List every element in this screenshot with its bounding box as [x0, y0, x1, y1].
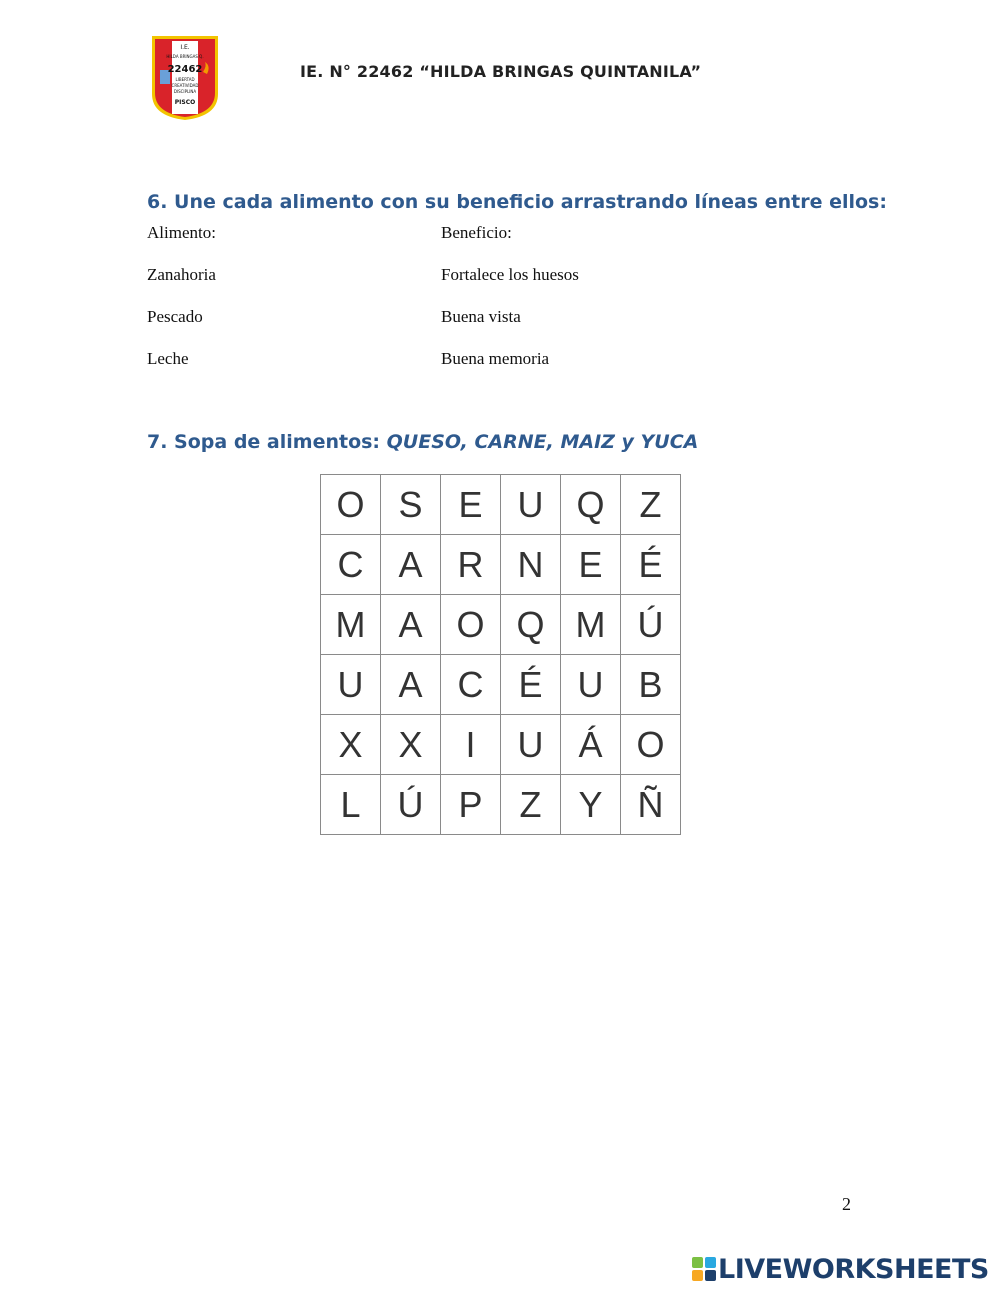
page-number: 2: [842, 1194, 851, 1214]
grid-cell[interactable]: É: [621, 535, 681, 595]
grid-cell[interactable]: Á: [561, 715, 621, 775]
match-row: [147, 265, 747, 287]
school-title: IE. N° 22462 “HILDA BRINGAS QUINTANILA”: [300, 62, 702, 81]
grid-cell[interactable]: A: [381, 535, 441, 595]
match-header-row: [147, 223, 747, 245]
grid-cell[interactable]: U: [501, 715, 561, 775]
grid-cell[interactable]: Q: [501, 595, 561, 655]
grid-cell[interactable]: Z: [621, 475, 681, 535]
grid-cell[interactable]: S: [381, 475, 441, 535]
food-item-leche[interactable]: Leche: [147, 349, 189, 368]
match-row: [147, 349, 747, 371]
question-6-heading: 6. Une cada alimento con su beneficio arrastrando líneas entre ellos:: [147, 191, 887, 213]
grid-cell[interactable]: A: [381, 595, 441, 655]
grid-cell[interactable]: B: [621, 655, 681, 715]
grid-cell[interactable]: Ú: [381, 775, 441, 835]
logo-arc-text: HILDA BRINGAS Q.: [166, 54, 204, 59]
liveworksheets-logo: [692, 1253, 989, 1285]
question-7-heading-prefix: 7. Sopa de alimentos:: [147, 431, 387, 453]
word-search-grid: [320, 474, 681, 835]
grid-cell[interactable]: X: [321, 715, 381, 775]
grid-cell[interactable]: C: [321, 535, 381, 595]
benefit-column-header: Beneficio:: [441, 223, 512, 242]
grid-cell[interactable]: A: [381, 655, 441, 715]
food-item-zanahoria[interactable]: Zanahoria: [147, 265, 216, 284]
grid-cell[interactable]: N: [501, 535, 561, 595]
grid-cell[interactable]: Z: [501, 775, 561, 835]
question-7-heading: [147, 431, 698, 453]
grid-cell[interactable]: Q: [561, 475, 621, 535]
liveworksheets-brand: LIVEWORKSHEETS: [718, 1253, 989, 1285]
grid-cell[interactable]: O: [441, 595, 501, 655]
food-column-header: Alimento:: [147, 223, 216, 242]
logo-motto-2: CREATIVIDAD: [171, 83, 199, 88]
question-7-word-list: QUESO, CARNE, MAIZ y YUCA: [386, 431, 699, 453]
liveworksheets-blocks-icon: [692, 1257, 716, 1281]
grid-cell[interactable]: C: [441, 655, 501, 715]
grid-cell[interactable]: Ñ: [621, 775, 681, 835]
grid-row: [321, 775, 681, 835]
food-item-pescado[interactable]: Pescado: [147, 307, 203, 326]
grid-cell[interactable]: Y: [561, 775, 621, 835]
logo-top-text: I.E.: [180, 44, 190, 51]
grid-cell[interactable]: E: [441, 475, 501, 535]
grid-row: [321, 595, 681, 655]
grid-cell[interactable]: Ú: [621, 595, 681, 655]
grid-row: [321, 475, 681, 535]
grid-cell[interactable]: M: [561, 595, 621, 655]
grid-cell[interactable]: É: [501, 655, 561, 715]
logo-motto-1: LIBERTAD: [175, 77, 195, 82]
grid-row: [321, 715, 681, 775]
grid-row: [321, 655, 681, 715]
benefit-item-huesos[interactable]: Fortalece los huesos: [441, 265, 579, 284]
logo-city: PISCO: [174, 99, 196, 106]
grid-cell[interactable]: X: [381, 715, 441, 775]
logo-motto-3: DISCIPLINA: [173, 89, 197, 94]
grid-cell[interactable]: O: [321, 475, 381, 535]
grid-cell[interactable]: O: [621, 715, 681, 775]
grid-cell[interactable]: R: [441, 535, 501, 595]
grid-cell[interactable]: E: [561, 535, 621, 595]
grid-cell[interactable]: M: [321, 595, 381, 655]
grid-cell[interactable]: U: [501, 475, 561, 535]
grid-cell[interactable]: P: [441, 775, 501, 835]
benefit-item-memoria[interactable]: Buena memoria: [441, 349, 550, 368]
grid-cell[interactable]: U: [561, 655, 621, 715]
logo-number: 22462: [167, 64, 203, 75]
grid-cell[interactable]: L: [321, 775, 381, 835]
grid-cell[interactable]: U: [321, 655, 381, 715]
match-row: [147, 307, 747, 329]
benefit-item-vista[interactable]: Buena vista: [441, 307, 521, 326]
school-shield-logo: [148, 32, 222, 122]
grid-cell[interactable]: I: [441, 715, 501, 775]
grid-row: [321, 535, 681, 595]
